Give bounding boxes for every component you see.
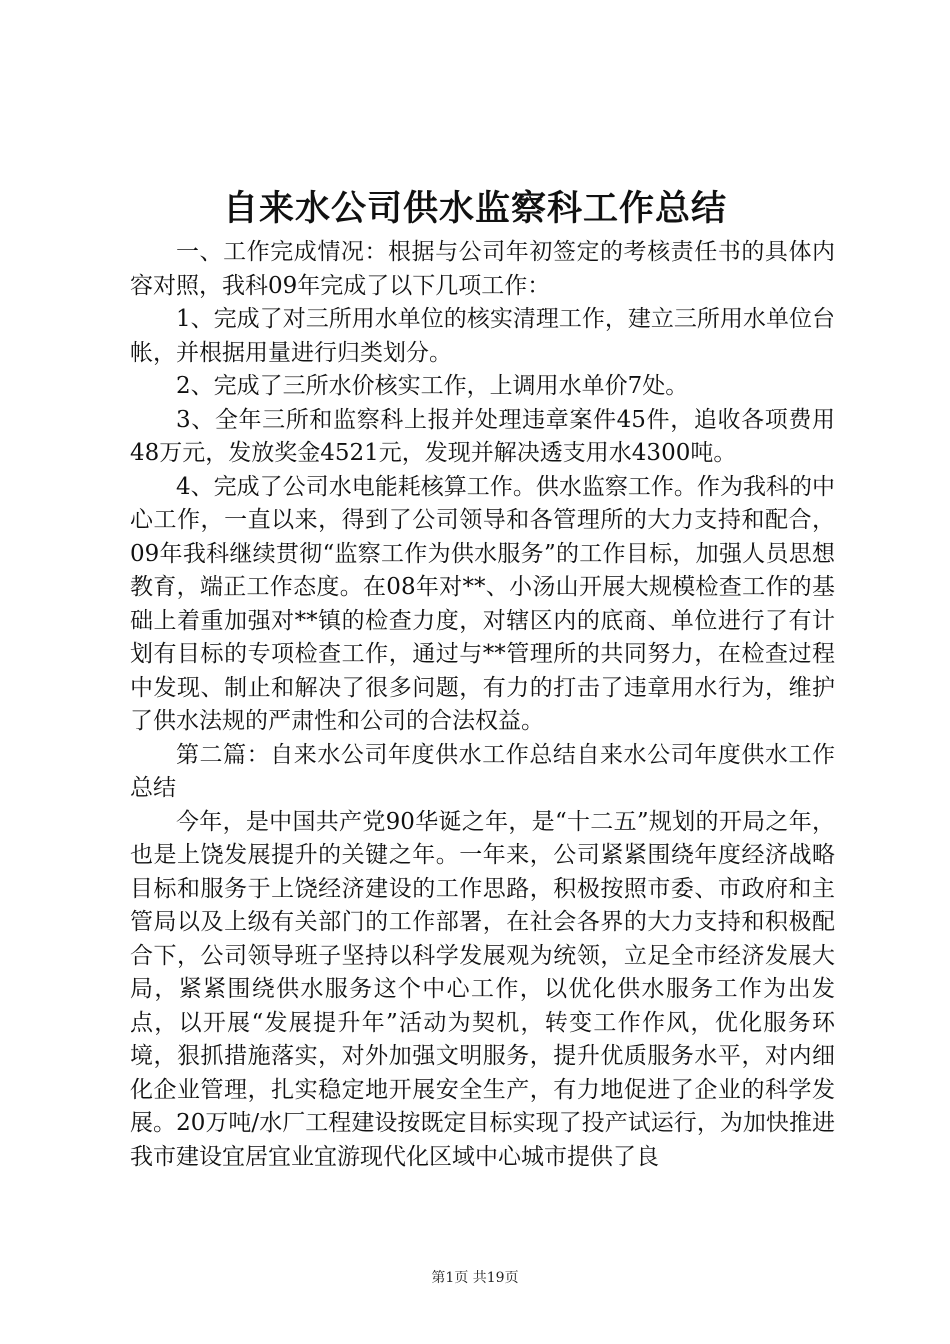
paragraph: 今年，是中国共产党90华诞之年，是“十二五”规划的开局之年，也是上饶发展提升的关键之年。一年来，公司紧紧围绕年度经济战略目标和服务于上饶经济建设的工作思路，积极按照市委、市政府和主管局以及上级有关部门的工作部署，在社会各界的大力支持和积极配合下，公司领导班子坚持以科学发展观为统领，立足全市经济发展大局，紧紧围绕供水服务这个中心工作，以优化供水服务工作为出发点，以开展“发展提升年”活动为契机，转变工作作风，优化服务环境，狠抓措施落实，对外加强文明服务，提升优质服务水平，对内细化企业管理，扎实稳定地开展安全生产，有力地促进了企业的科学发展。20万吨/水厂工程建设按既定目标实现了投产试运行，为加快推进我市建设宜居宜业宜游现代化区域中心城市提供了良	[130, 808, 835, 1170]
paragraph: 4、完成了公司水电能耗核算工作。供水监察工作。作为我科的中心工作，一直以来，得到了公司领导和各管理所的大力支持和配合，09年我科继续贯彻“监察工作为供水服务”的工作目标，加强人员思想教育，端正工作态度。在08年对**、小汤山开展大规模检查工作的基础上着重加强对**镇的检查力度，对辖区内的底商、单位进行了有计划有目标的专项检查工作，通过与**管理所的共同努力，在检查过程中发现、制止和解决了很多问题，有力的打击了违章用水行为，维护了供水法规的严肃性和公司的合法权益。	[130, 473, 835, 734]
document-title: 自来水公司供水监察科工作总结	[222, 188, 727, 229]
page-footer: 第1页 共19页	[431, 1270, 519, 1286]
paragraph: 3、全年三所和监察科上报并处理违章案件45件，追收各项费用48万元，发放奖金4521元，发现并解决透支用水4300吨。	[130, 406, 835, 466]
paragraph: 2、完成了三所水价核实工作，上调用水单价7处。	[176, 373, 689, 399]
document-body	[130, 236, 835, 1174]
paragraph: 一、工作完成情况：根据与公司年初签定的考核责任书的具体内容对照，我科09年完成了以下几项工作：	[130, 239, 835, 299]
paragraph: 1、完成了对三所用水单位的核实清理工作，建立三所用水单位台帐，并根据用量进行归类划分。	[130, 306, 835, 366]
paragraph: 第二篇：自来水公司年度供水工作总结自来水公司年度供水工作总结	[130, 741, 835, 801]
